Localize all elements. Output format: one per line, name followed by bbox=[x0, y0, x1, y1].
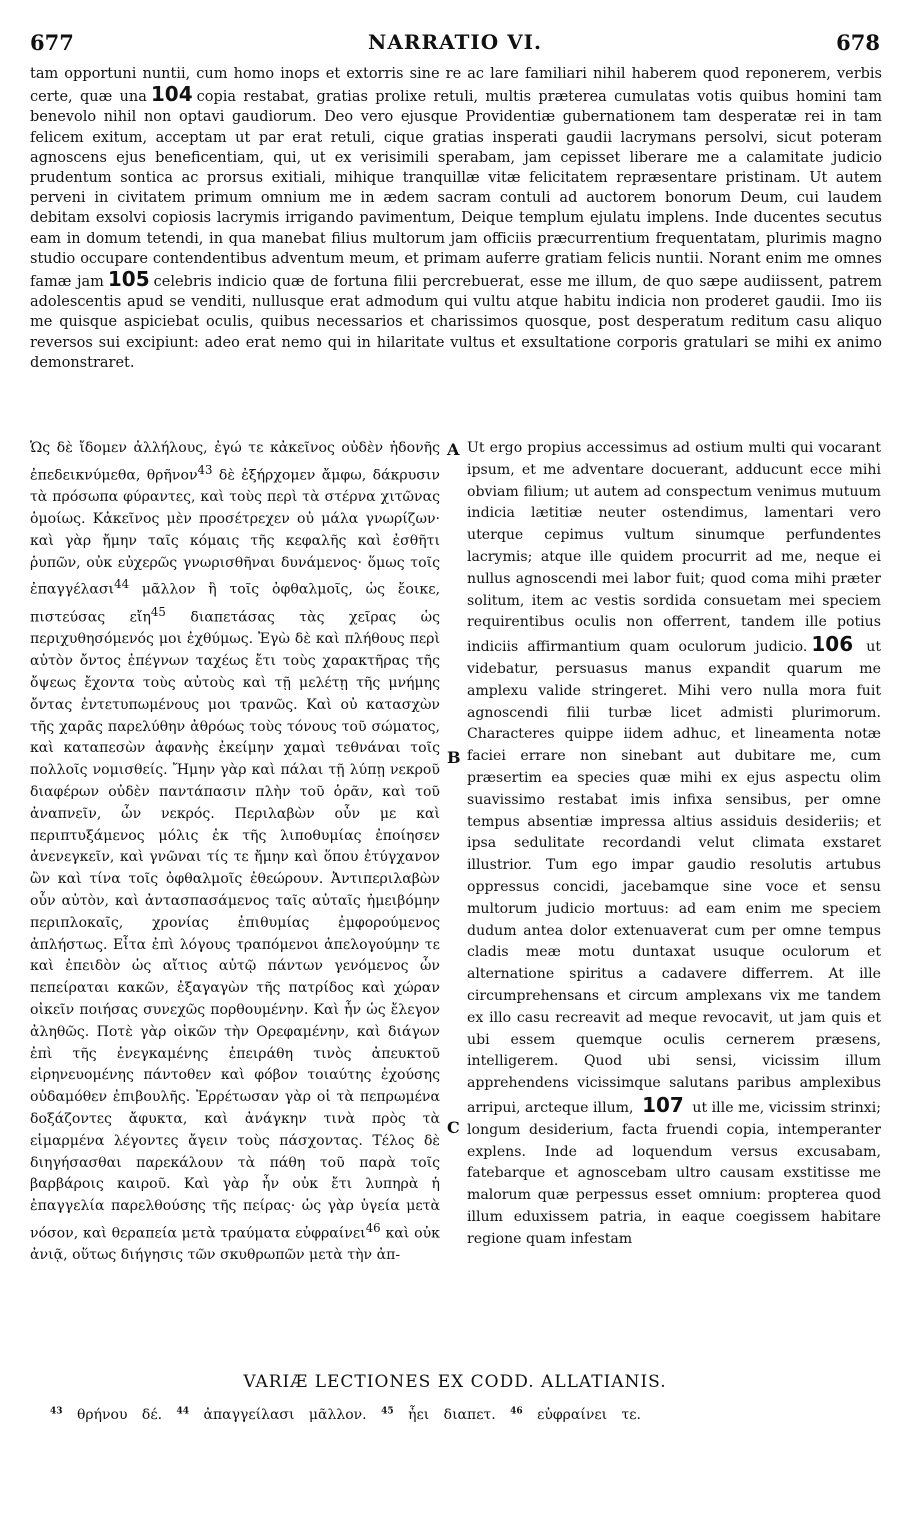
footnote-item bbox=[381, 1407, 496, 1423]
footnote-number: 46 bbox=[510, 1406, 523, 1416]
greek-text-2: δὲ ἐξήρχομεν ἄμφω, δάκρυσιν τὰ πρόσωπα φύραντες, καὶ τοὺς περὶ τὰ στέρνα χιτῶνας ὁμοίως. Κἀκεῖνος μὲν προσέτρεχεν οὐ μάλα γνωρίζων· καὶ γὰρ ἤμην ταῖς κόμαις τῆς κεφαλῆς καὶ ἐσθῆτι ῥυπῶν, οὐκ εὐχερῶς γνωρισθῆναι δυνάμενος· ὅμως τοῖς ἐπαγγέλασι bbox=[30, 467, 440, 599]
footnote-ref-43: 43 bbox=[197, 462, 213, 477]
section-number-105: 105 bbox=[107, 267, 150, 292]
footnote-text: θρήνου δέ. bbox=[76, 1406, 163, 1423]
latin-column bbox=[467, 438, 881, 1250]
page-number-left: 677 bbox=[30, 30, 74, 55]
latin-right-text-3: ut ille me, vicissim strinxi; longum desiderium, facta fruendi copia, intemperanter explens. Inde ad loquendum versus excusabam, fatebarque et agnoscebam ultro causam exstitisse me malorum quæ perpessus esset omnium: propterea quod illum eduxissem patria, in eaque coegissem habitare regione quam infestam bbox=[467, 1099, 882, 1247]
greek-text-3: μᾶλλον ἢ τοῖς ὀφθαλμοῖς, ὡς ἔοικε, πιστεύσας εἴη bbox=[30, 582, 440, 626]
footnote-number: 43 bbox=[50, 1406, 63, 1416]
footnote-ref-44: 44 bbox=[114, 577, 130, 592]
footnote-text: εὐφραίνει τε. bbox=[537, 1406, 642, 1423]
footnote-item bbox=[510, 1407, 641, 1423]
section-number-106: 106 bbox=[811, 632, 854, 657]
footnote-item bbox=[177, 1407, 367, 1423]
page-number-right: 678 bbox=[836, 30, 880, 55]
section-number-104: 104 bbox=[150, 82, 193, 107]
running-title: NARRATIO VI. bbox=[368, 30, 542, 54]
footnote-number: 44 bbox=[176, 1406, 190, 1416]
latin-top-text-1: tam opportuni nuntii, cum homo inops et extorris sine re ac lare familiari nihil haberem quod reponerem, verbis certe, quæ una bbox=[30, 66, 882, 106]
latin-right-text-2: ut videbatur, persuasus manus expandit quarum me amplexu valide stringeret. Mihi vero nulla mora fuit agnoscendi filii turbæ licet admisti plurimorum. Characteres quippe iidem adhuc, et lineamenta notæ faciei errare non sinebant aut dubitare me, cum præsertim ea species quæ mihi ex ejus aspectu olim suavissimo restabat imis infixa sensibus, per omne tempus absentiæ impressa altius assiduis desideriis; et ipsa sedulitate recordandi velut climata exstaret illustrior. Tum ego impar gaudio resolutis artubus oppressus concidi, jacebamque sine voce et sensu multorum judicio mortuus: ad eam enim me speciem dudum antea dolor extenuaverat cum per omne tempus cladis meæ motu duntaxat usuque oculorum et alternatione spiritus a cadavere differrem. At ille circumprehensans et circum amplexans vix me tandem ex illo casu recreavit ad meque revocavit, ut jam quis et ubi essem quemque oculis cernerem præsens, intelligerem. Quod ubi sensi, vicissim illum apprehendens vicissimque salutans paribus amplexibus arripui, arcteque illum, bbox=[467, 639, 881, 1116]
section-number-107: 107 bbox=[642, 1092, 684, 1117]
margin-marker-a: A bbox=[447, 440, 460, 459]
page-header bbox=[30, 30, 880, 64]
margin-marker-b: B bbox=[447, 748, 461, 767]
greek-text-1: Ὡς δὲ ἴδομεν ἀλλήλους, ἐγώ τε κἀκεῖνος οὐδὲν ἠδονῆς ἐπεδεικνύμεθα, θρῆνον bbox=[30, 440, 440, 484]
footnote-ref-46: 46 bbox=[365, 1220, 381, 1235]
footnotes bbox=[50, 1406, 880, 1423]
latin-top-text-3: celebris indicio quæ de fortuna filii percrebuerat, esse me illum, de quo sæpe audiissent, patrem adolescentis apud se venditi, nullusque erat admodum qui vultu atque habitu indicia non proderet gaudii. Imo iis me quisque aspiciebat oculis, quibus necessarios et charissimos quosque, post desperatum reditum casu aliquo reversos sui excipiunt: adeo erat nemo qui in hilaritate vultus et exsultatione corporis gratulari se mihi ex animo demonstraret. bbox=[30, 274, 882, 371]
footnote-item bbox=[50, 1407, 162, 1423]
variae-lectiones-heading: VARIÆ LECTIONES EX CODD. ALLATIANIS. bbox=[243, 1372, 667, 1392]
greek-text-4: διαπετάσας τὰς χεῖρας ὡς περιχυθησόμενός μοι ἐχθύμως. Ἐγὼ δὲ καὶ πλήθους περὶ αὐτὸν ὄντος ἐπέγνων ταχέως ἔτι τοὺς χαρακτῆρας τῆς ὄψεως ἔχοντα τοὺς αὐτοὺς καὶ τῇ μελέτῃ τῆς μνήμης ὄντας ἐντετυπωμένους μοι τρανῶς. Καὶ οὐ κατασχὼν τῆς χαρᾶς παρελύθην ἀθρόως τοὺς τόνους τοῦ σώματος, καὶ καταπεσὼν ἀφανὴς ἐκείμην χαμαὶ τεθνάναι τοῖς πολλοῖς νομισθείς. Ἤμην γὰρ καὶ πάλαι τῇ λύπῃ νεκροῦ διαφέρων οὐδὲν παντάπασιν πλὴν τοῦ ὁρᾶν, καὶ τοῦ ἀναπνεῖν, ὧν νεκρός. Περιλαβὼν οὖν με καὶ περιπτυξάμενος μόλις ἐκ τῆς λιποθυμίας ἐποίησεν ἀνενεγκεῖν, καὶ γνῶναι τίς τε ἤμην καὶ ὅπου ἐτύγχανον ὢν καὶ τίνα τοῖς ὀφθαλμοῖς ἐθεώρουν. Ἀντιπεριλαβὼν οὖν αὐτὸν, καὶ ἀντασπασάμενος ταῖς αὐταῖς ἠμειβόμην περιπλοκαῖς, χρονίας ἐπιθυμίας ἐμφορούμενος ἀπλήστως. Εἶτα ἐπὶ λόγους τραπόμενοι ἀπελογούμην τε καὶ ἐπειδὸν ὡς αἴτιος αὐτῷ πάντων γενόμενος ὧν πεπείραται κακῶν, ἐξαγαγὼν τῆς πατρίδος καὶ χώραν οἰκεῖν ποιήσας συνεχῶς πορθουμένην. Καὶ ἦν ὡς ἔλεγον ἀληθῶς. Ποτὲ γὰρ οἰκῶν τὴν Ορεφαμένην, καὶ διάγων ἐπὶ τῆς ἐνεγκαμένης ἐπειράθη τινὸς ἀπευκτοῦ εἰρηνευομένης πάντοθεν καὶ φόβον τοιαύτης ἐχούσης οὐδαμόθεν ἐπιβουλῆς. Ἐρρέτωσαν γὰρ οἱ τὰ πεπρωμένα δοξάζοντες ἄφυκτα, καὶ ἀνάγκην τινὰ πρὸς τὰ εἱμαρμένα λέγοντες ἄγειν τοὺς πάσχοντας. Τέλος δὲ διηγήσασθαι παρεκάλουν τὰ πάθη τοῦ παρὰ τοῖς βαρβάροις καιροῦ. Καὶ γὰρ ἦν οὐκ ἔτι λυπηρὰ ἡ ἐπαγγελία παρελθούσης τῆς πείρας· ὡς γὰρ ὑγεία μετὰ νόσον, καὶ θεραπεία μετὰ τραύματα εὐφραίνει bbox=[30, 609, 440, 1242]
footnote-number: 45 bbox=[381, 1406, 394, 1416]
latin-right-text-1: Ut ergo propius accessimus ad ostium multi qui vocarant ipsum, et me adventare docuerant, adducunt ecce mihi obviam filium; ut autem ad conspectum venimus mutuum indicia lætitiæ neuter ostendimus, lamentari vero uterque cepimus vultum sinumque perfundentes lacrymis; atque ille quidem procurrit ad me, neque ei nullus agnoscendi mei labor fuit; quod coma mihi præter solitum, item ac vestis sordida consuetam mei speciem requirentibus oculis non offerrent, tandem ille potius indiciis affirmantium quam oculorum judicio. bbox=[467, 440, 881, 656]
latin-top-text-2: copia restabat, gratias prolixe retuli, multis præterea cumulatas votis quibus homini tam benevolo nihil non optavi gaudiorum. Deo vero ejusque Providentiæ gubernationem tam desperatæ rei in tam felicem exitum, acceptam ut par erat retuli, cique gratias insperati gaudii lacrymans persolvi, sicut poteram agnoscens ejus beneficentiam, qui, ut ex verisimili sperabam, jam cepisset liberare me a calamitate judicio prudentum sontica ac prorsus exitiali, mihique tranquillæ vitæ felicitatem repræsentare pristinam. Ut autem perveni in civitatem primum omnium me in ædem sacram contuli ad auctorem bonorum Deum, cui laudem debitam exsolvi copiosis lacrymis irrigando pavimentum, Deique templum ejulatu implens. Inde ducentes secutus eam in domum tetendi, in qua manebat filius multorum jam officiis præcurrentium frequentatam, plurimis magno studio occupare contendentibus adventum meum, et primam auferre gratiam felicis nuntii. Norant enim me omnes famæ jam bbox=[30, 89, 882, 291]
footnote-ref-45: 45 bbox=[150, 604, 166, 619]
latin-top-paragraph bbox=[30, 64, 882, 373]
greek-text-5: καὶ οὐκ ἀνιᾷ, οὕτως διήγησις τῶν σκυθρωπῶν μετὰ τὴν ἀπ- bbox=[30, 1225, 440, 1264]
footnote-text: ἦει διαπετ. bbox=[408, 1406, 496, 1423]
greek-column bbox=[30, 438, 440, 1267]
margin-marker-c: C bbox=[447, 1118, 460, 1137]
footnote-text: ἀπαγγείλασι μᾶλλον. bbox=[203, 1406, 367, 1423]
